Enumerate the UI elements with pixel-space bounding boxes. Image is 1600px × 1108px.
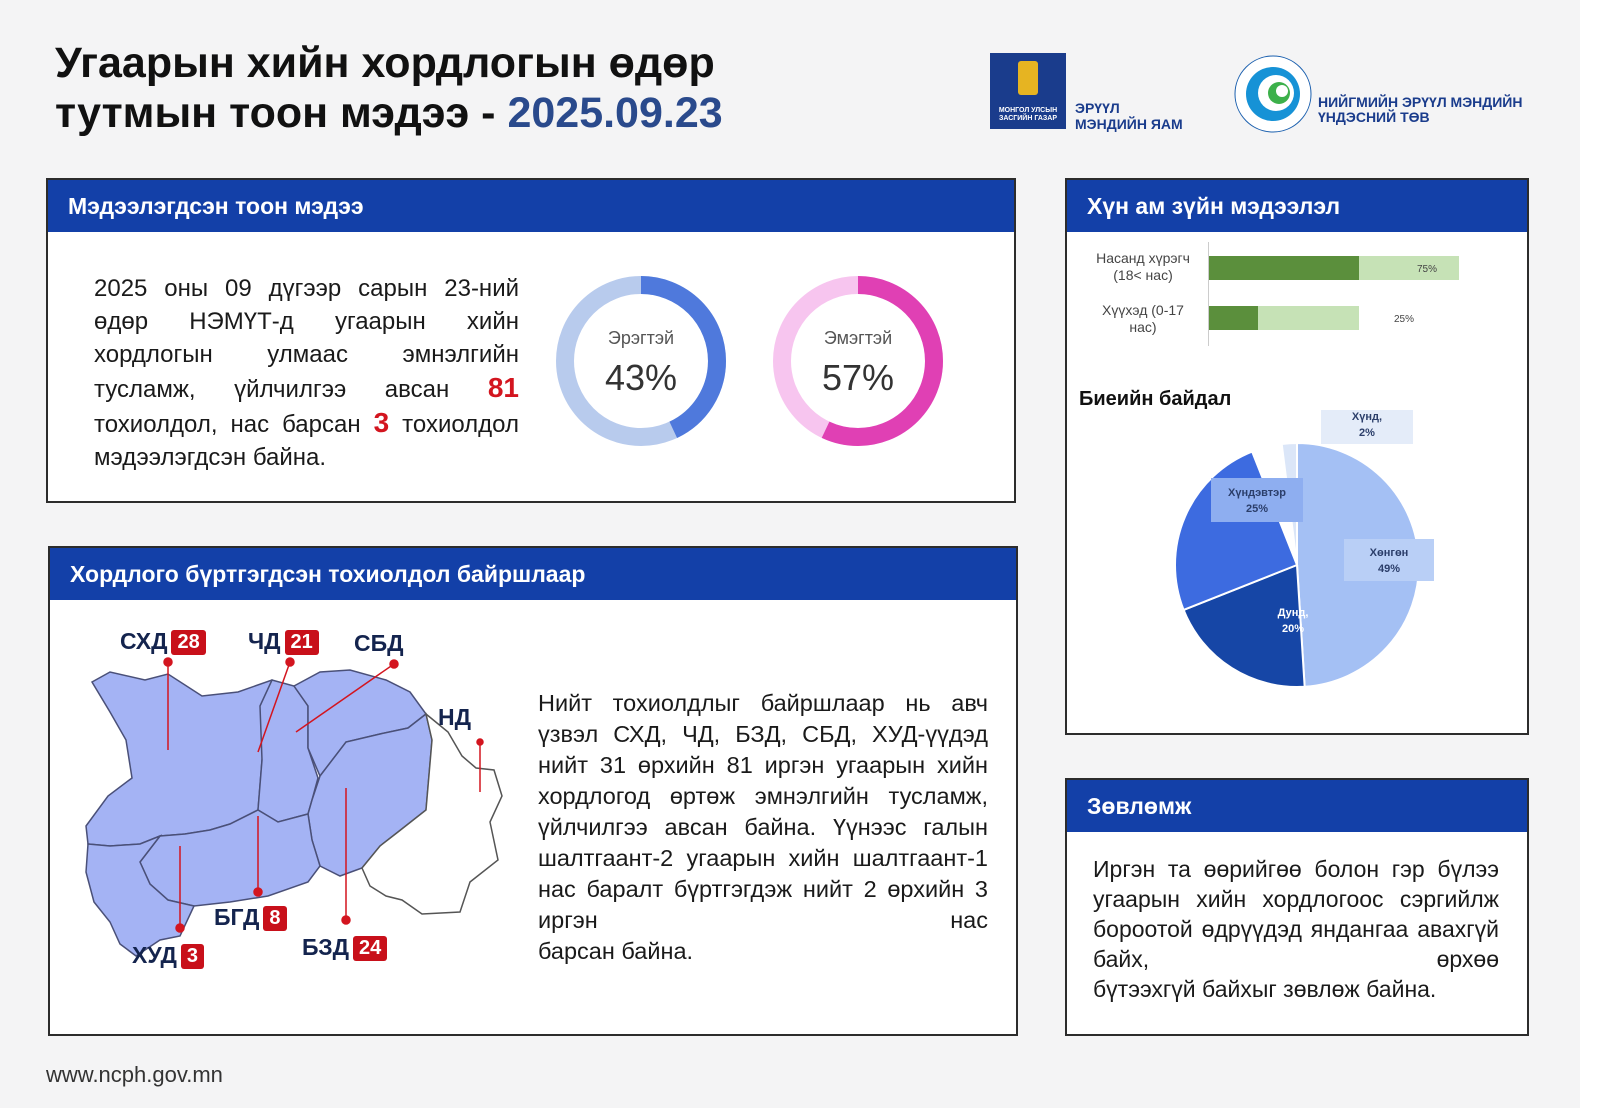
sbd-pin-icon — [390, 660, 398, 668]
child-bar-label — [1083, 302, 1203, 336]
demographics-heading: Хүн ам зүйн мэдээлэл — [1067, 180, 1527, 232]
label-chd — [248, 628, 319, 655]
district-name: СБД — [354, 630, 404, 656]
advice-panel — [1065, 778, 1529, 1036]
female-label-text: Эмэгтэй — [823, 328, 893, 348]
reported-text-b: тохиолдол, нас барсан — [94, 411, 361, 438]
report-date: 2025.09.23 — [507, 89, 723, 137]
reported-paragraph — [94, 272, 519, 441]
location-text — [538, 688, 988, 967]
condition-title: Биеийн байдал — [1079, 388, 1232, 410]
ministry-name — [1075, 100, 1183, 132]
label-sbd — [354, 630, 404, 657]
pie-slice-label: 25% — [1245, 503, 1269, 515]
page-title — [55, 38, 723, 138]
advice-text — [1093, 854, 1499, 1004]
cases-count: 81 — [487, 372, 520, 403]
advice-paragraph: Иргэн та өөрийгөө болон гэр бүлээ угаарын хийн хордлогоос сэргийлж бороотой өдрүүдэд яндангаа авахгүй байх, өрхөө — [1093, 856, 1499, 972]
reported-text-d: мэдээлэгдсэн байна. — [94, 444, 327, 471]
pie-slice-label: 20% — [1281, 623, 1305, 635]
pie-slice-label: Хөнгөн — [1369, 547, 1409, 559]
location-paragraph: Нийт тохиолдлыг байршлаар нь авч үзвэл СХД, ЧД, БЗД, СБД, ХУД-үүдэд нийт 31 өрхийн 81 иргэн угаарын хийн хордлогод өртөж эмнэлгийн тусламж, үйлчилгээ авсан байна. Үүнээс галын шалтгаант-2 угаарын хийн шалтгаант-1 нас баралт бүртгэгдэж нийт 2 өрхийн 3 иргэн нас — [538, 690, 988, 933]
district-count-badge: 24 — [353, 936, 387, 961]
pie-label-box — [1211, 478, 1303, 522]
nd-pin-icon — [477, 739, 483, 745]
label-shd — [120, 628, 206, 655]
pie-slice-label: Хүнд, — [1351, 411, 1383, 423]
female-label — [798, 328, 918, 399]
adult-label-1: Насанд хүрэгч — [1096, 250, 1190, 266]
soyombo-icon — [1018, 61, 1038, 95]
bgd-pin-icon — [254, 888, 262, 896]
pie-slice-label: Дунд, — [1277, 607, 1309, 619]
location-heading: Хордлого бүртгэгдсэн тохиолдол байршлаар — [50, 548, 1016, 600]
title-line-2: тутмын тоон мэдээ - — [55, 89, 496, 137]
age-bar-fill — [1209, 306, 1258, 330]
pie-slice-label: Хүндэвтэр — [1228, 487, 1286, 499]
district-name: СХД — [120, 628, 168, 654]
label-nd — [438, 704, 471, 731]
right-margin — [1580, 0, 1600, 1108]
reported-text — [94, 272, 519, 474]
reported-data-panel — [46, 178, 1016, 503]
child-pct: 25% — [1394, 314, 1415, 325]
ministry-line-1: ЭРҮҮЛ — [1075, 100, 1120, 116]
district-count-badge: 21 — [285, 630, 319, 655]
government-emblem-logo — [990, 53, 1066, 129]
reported-heading: Мэдээлэгдсэн тоон мэдээ — [48, 180, 1014, 232]
ncph-line-1: НИЙГМИЙН ЭРҮҮЛ МЭНДИЙН — [1318, 94, 1523, 110]
district-name: ХУД — [132, 942, 177, 968]
district-name: БГД — [214, 904, 260, 930]
label-hud — [132, 942, 204, 969]
male-label — [581, 328, 701, 399]
district-map — [50, 600, 530, 1034]
title-line-1: Угаарын хийн хордлогын өдөр — [55, 39, 715, 87]
gov-logo-text: МОНГОЛ УЛСЫН ЗАСГИЙН ГАЗАР — [998, 107, 1058, 122]
female-pct: 57% — [821, 357, 895, 398]
hud-pin-icon — [176, 924, 184, 932]
shd-pin-icon — [164, 658, 172, 666]
male-label-text: Эрэгтэй — [607, 328, 675, 348]
male-pct: 43% — [604, 357, 678, 398]
deaths-count: 3 — [373, 407, 390, 438]
advice-paragraph-end: бүтээхгүй байхыг зөвлөж байна. — [1093, 976, 1437, 1002]
adult-label-2: (18< нас) — [1113, 267, 1173, 283]
district-name: ЧД — [248, 628, 281, 654]
location-panel — [48, 546, 1018, 1036]
pie-slice-label: 49% — [1377, 563, 1401, 575]
ministry-line-2: МЭНДИЙН ЯАМ — [1075, 116, 1183, 132]
district-name: БЗД — [302, 934, 350, 960]
district-count-badge: 3 — [181, 944, 204, 969]
ncph-logo — [1232, 53, 1314, 135]
website-url: www.ncph.gov.mn — [46, 1062, 223, 1087]
district-name: НД — [438, 704, 471, 730]
label-bzd — [302, 934, 387, 961]
reported-text-c: тохиолдол — [402, 411, 519, 438]
chd-pin-icon — [286, 658, 294, 666]
condition-pie-chart — [1067, 410, 1527, 710]
bzd-pin-icon — [342, 916, 350, 924]
child-label-1: Хүүхэд (0-17 — [1102, 302, 1184, 318]
ncph-name — [1318, 95, 1522, 125]
age-bar-fill — [1209, 256, 1359, 280]
district-count-badge: 8 — [263, 906, 286, 931]
adult-pct: 75% — [1417, 264, 1438, 275]
district-count-badge: 28 — [171, 630, 205, 655]
ncph-line-2: ҮНДЭСНИЙ ТӨВ — [1318, 109, 1430, 125]
label-bgd — [214, 904, 287, 931]
child-label-2: нас) — [1129, 319, 1157, 335]
demographics-panel — [1065, 178, 1529, 735]
adult-bar-label — [1083, 250, 1203, 284]
pie-slice-label: 2% — [1359, 427, 1375, 439]
location-paragraph-end: барсан байна. — [538, 938, 694, 964]
age-bar-track — [1209, 306, 1359, 330]
reported-text-a: 2025 оны 09 дүгээр сарын 23-ний өдөр НЭМҮТ-д угаарын хийн хордлогын улмаас эмнэлгийн тусламж, үйлчилгээ авсан — [94, 275, 519, 403]
advice-heading: Зөвлөмж — [1067, 780, 1527, 832]
